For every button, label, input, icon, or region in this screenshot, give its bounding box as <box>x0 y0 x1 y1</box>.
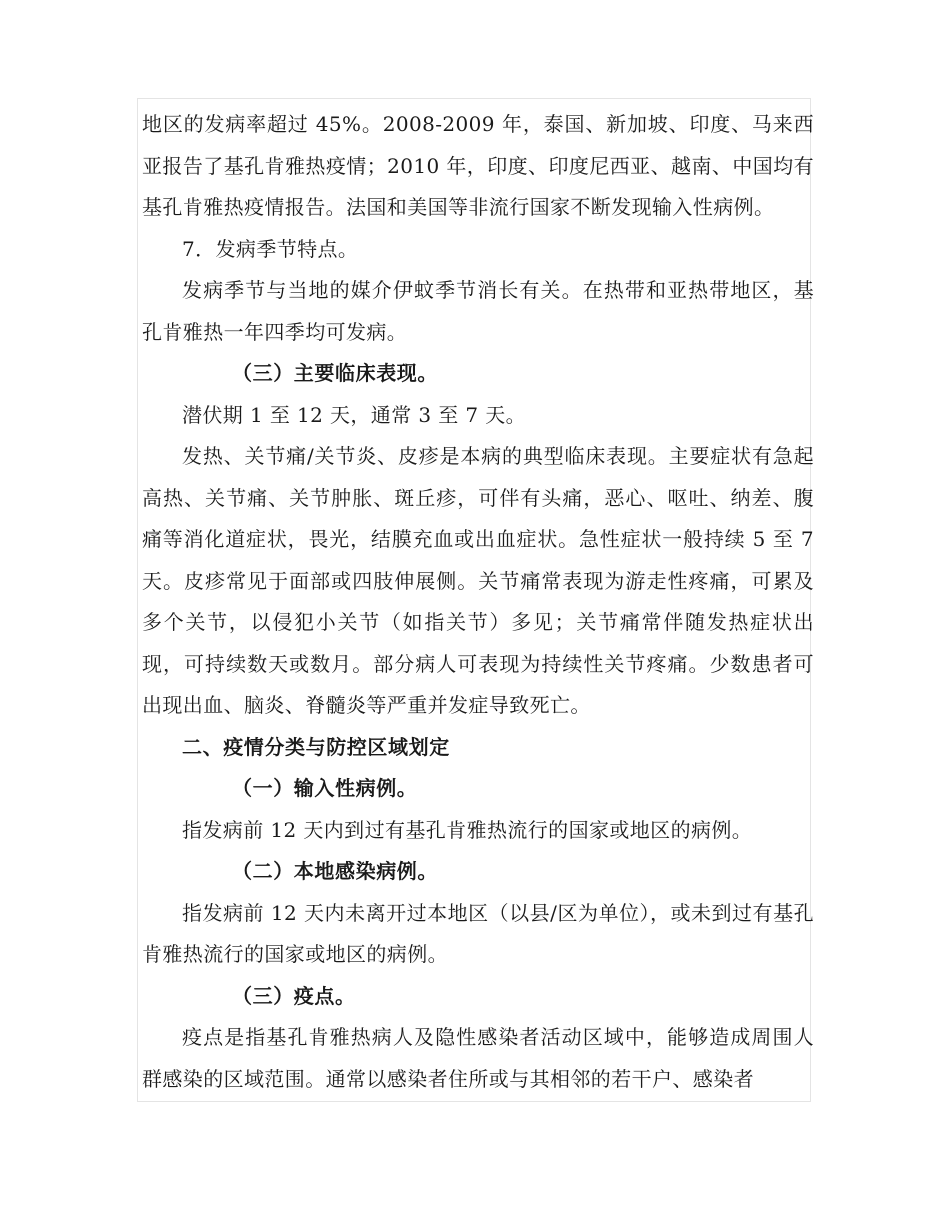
paragraph-epidemic-history: 地区的发病率超过 45%。2008-2009 年，泰国、新加坡、印度、马来西亚报告了基孔肯雅热疫情；2010 年，印度、印度尼西亚、越南、中国均有基孔肯雅热疫情报告。法国和美国等非流行国家不断发现输入性病例。 <box>142 112 814 219</box>
document-body <box>142 104 814 1100</box>
paragraph-season-body: 发病季节与当地的媒介伊蚊季节消长有关。在热带和亚热带地区，基孔肯雅热一年四季均可发病。 <box>142 278 814 344</box>
paragraph-local: 指发病前 12 天内未离开过本地区（以县/区为单位），或未到过有基孔肯雅热流行的国家或地区的病例。 <box>142 900 814 966</box>
paragraph-season-title: 7．发病季节特点。 <box>182 236 359 261</box>
subheading-local: （二）本地感染病例。 <box>232 859 438 883</box>
paragraph-symptoms: 发热、关节痛/关节炎、皮疹是本病的典型临床表现。主要症状有急起高热、关节痛、关节肿胀、斑丘疹，可伴有头痛，恶心、呕吐、纳差、腹痛等消化道症状，畏光，结膜充血或出血症状。急性症状一般持续 5 至 7 天。皮疹常见于面部或四肢伸展侧。关节痛常表现为游走性疼痛，可累及多个关节，以侵犯小关节（如指关节）多见；关节痛常伴随发热症状出现，可持续数天或数月。部分病人可表现为持续性关节疼痛。少数患者可出现出血、脑炎、脊髓炎等严重并发症导致死亡。 <box>142 444 814 717</box>
subheading-clinical: （三）主要临床表现。 <box>232 361 438 385</box>
subheading-imported: （一）输入性病例。 <box>232 776 418 800</box>
paragraph-outbreak-point: 疫点是指基孔肯雅热病人及隐性感染者活动区域中，能够造成周围人群感染的区域范围。通常以感染者住所或与其相邻的若干户、感染者 <box>142 1025 814 1091</box>
heading-classification: 二、疫情分类与防控区域划定 <box>182 734 450 759</box>
paragraph-imported: 指发病前 12 天内到过有基孔肯雅热流行的国家或地区的病例。 <box>182 817 753 842</box>
subheading-outbreak-point: （三）疫点。 <box>232 983 356 1008</box>
paragraph-incubation: 潜伏期 1 至 12 天，通常 3 至 7 天。 <box>182 402 527 427</box>
